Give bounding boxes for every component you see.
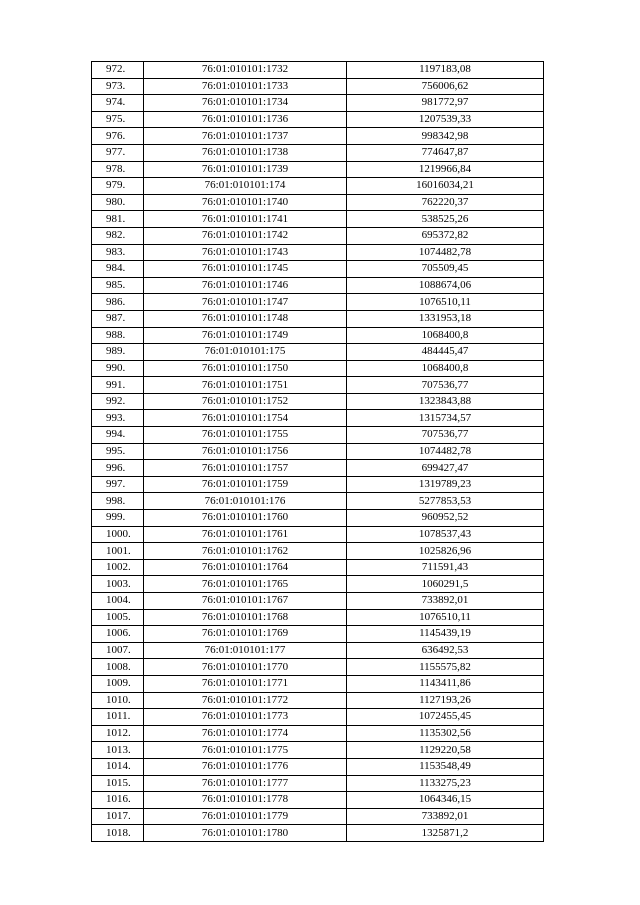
cadastral-value-cell: 1133275,23	[347, 775, 544, 792]
row-number-cell: 983.	[92, 244, 144, 261]
cadastral-number-cell: 76:01:010101:1778	[144, 792, 347, 809]
cadastral-value-cell: 1078537,43	[347, 526, 544, 543]
table-row	[92, 310, 544, 327]
table-row	[92, 642, 544, 659]
cadastral-value-cell: 484445,47	[347, 344, 544, 361]
table-row	[92, 211, 544, 228]
table-row	[92, 593, 544, 610]
cadastral-value-cell: 1088674,06	[347, 277, 544, 294]
row-number-cell: 1006.	[92, 626, 144, 643]
table-row	[92, 78, 544, 95]
cadastral-number-cell: 76:01:010101:1741	[144, 211, 347, 228]
row-number-cell: 1002.	[92, 559, 144, 576]
cadastral-value-cell: 774647,87	[347, 144, 544, 161]
cadastral-number-cell: 76:01:010101:1754	[144, 410, 347, 427]
row-number-cell: 1004.	[92, 593, 144, 610]
cadastral-value-cell: 1076510,11	[347, 609, 544, 626]
table-row	[92, 493, 544, 510]
cadastral-number-cell: 76:01:010101:1732	[144, 62, 347, 79]
cadastral-value-cell: 1135302,56	[347, 725, 544, 742]
cadastral-value-cell: 699427,47	[347, 460, 544, 477]
cadastral-number-cell: 76:01:010101:1752	[144, 393, 347, 410]
row-number-cell: 976.	[92, 128, 144, 145]
table-row	[92, 178, 544, 195]
cadastral-number-cell: 76:01:010101:1743	[144, 244, 347, 261]
row-number-cell: 994.	[92, 427, 144, 444]
table-row	[92, 244, 544, 261]
table-row	[92, 526, 544, 543]
cadastral-number-cell: 76:01:010101:1769	[144, 626, 347, 643]
cadastral-value-cell: 733892,01	[347, 593, 544, 610]
cadastral-value-cell: 998342,98	[347, 128, 544, 145]
row-number-cell: 990.	[92, 360, 144, 377]
table-row	[92, 393, 544, 410]
cadastral-number-cell: 76:01:010101:1767	[144, 593, 347, 610]
cadastral-number-cell: 76:01:010101:175	[144, 344, 347, 361]
cadastral-value-cell: 1323843,88	[347, 393, 544, 410]
cadastral-number-cell: 76:01:010101:1738	[144, 144, 347, 161]
row-number-cell: 980.	[92, 194, 144, 211]
cadastral-number-cell: 76:01:010101:1755	[144, 427, 347, 444]
cadastral-value-cell: 707536,77	[347, 377, 544, 394]
cadastral-number-cell: 76:01:010101:1773	[144, 709, 347, 726]
row-number-cell: 984.	[92, 261, 144, 278]
cadastral-number-cell: 76:01:010101:1775	[144, 742, 347, 759]
table-row	[92, 95, 544, 112]
row-number-cell: 974.	[92, 95, 144, 112]
cadastral-number-cell: 76:01:010101:1768	[144, 609, 347, 626]
row-number-cell: 1017.	[92, 808, 144, 825]
row-number-cell: 985.	[92, 277, 144, 294]
row-number-cell: 972.	[92, 62, 144, 79]
cadastral-number-cell: 76:01:010101:1765	[144, 576, 347, 593]
row-number-cell: 1011.	[92, 709, 144, 726]
table-row	[92, 792, 544, 809]
row-number-cell: 987.	[92, 310, 144, 327]
cadastral-number-cell: 76:01:010101:177	[144, 642, 347, 659]
cadastral-value-cell: 707536,77	[347, 427, 544, 444]
cadastral-number-cell: 76:01:010101:1760	[144, 510, 347, 527]
row-number-cell: 982.	[92, 227, 144, 244]
cadastral-value-cell: 5277853,53	[347, 493, 544, 510]
cadastral-value-cell: 1143411,86	[347, 675, 544, 692]
table-row	[92, 377, 544, 394]
row-number-cell: 1000.	[92, 526, 144, 543]
row-number-cell: 1016.	[92, 792, 144, 809]
table-row	[92, 559, 544, 576]
cadastral-value-cell: 1155575,82	[347, 659, 544, 676]
table-row	[92, 227, 544, 244]
row-number-cell: 996.	[92, 460, 144, 477]
row-number-cell: 1003.	[92, 576, 144, 593]
cadastral-value-cell: 1072455,45	[347, 709, 544, 726]
table-body	[92, 62, 544, 842]
table-row	[92, 410, 544, 427]
cadastral-number-cell: 76:01:010101:1780	[144, 825, 347, 842]
cadastral-value-cell: 1076510,11	[347, 294, 544, 311]
cadastral-number-cell: 76:01:010101:1761	[144, 526, 347, 543]
cadastral-value-cell: 636492,53	[347, 642, 544, 659]
row-number-cell: 1005.	[92, 609, 144, 626]
row-number-cell: 973.	[92, 78, 144, 95]
table-row	[92, 576, 544, 593]
table-row	[92, 609, 544, 626]
cadastral-value-cell: 1074482,78	[347, 244, 544, 261]
cadastral-number-cell: 76:01:010101:1746	[144, 277, 347, 294]
cadastral-value-cell: 1068400,8	[347, 360, 544, 377]
row-number-cell: 1012.	[92, 725, 144, 742]
row-number-cell: 1013.	[92, 742, 144, 759]
row-number-cell: 993.	[92, 410, 144, 427]
cadastral-value-cell: 1145439,19	[347, 626, 544, 643]
cadastral-number-cell: 76:01:010101:1751	[144, 377, 347, 394]
cadastral-value-cell: 981772,97	[347, 95, 544, 112]
cadastral-value-cell: 1074482,78	[347, 443, 544, 460]
table-row	[92, 128, 544, 145]
table-row	[92, 427, 544, 444]
cadastral-value-cell: 756006,62	[347, 78, 544, 95]
cadastral-value-cell: 1219966,84	[347, 161, 544, 178]
table-row	[92, 344, 544, 361]
table-row	[92, 460, 544, 477]
row-number-cell: 977.	[92, 144, 144, 161]
table-row	[92, 725, 544, 742]
table-row	[92, 111, 544, 128]
row-number-cell: 1007.	[92, 642, 144, 659]
cadastral-value-cell: 1319789,23	[347, 476, 544, 493]
row-number-cell: 998.	[92, 493, 144, 510]
cadastral-value-cell: 1153548,49	[347, 758, 544, 775]
cadastral-number-cell: 76:01:010101:1764	[144, 559, 347, 576]
cadastral-value-cell: 705509,45	[347, 261, 544, 278]
row-number-cell: 1009.	[92, 675, 144, 692]
table-row	[92, 543, 544, 560]
cadastral-value-cell: 1064346,15	[347, 792, 544, 809]
cadastral-number-cell: 76:01:010101:1757	[144, 460, 347, 477]
table-row	[92, 742, 544, 759]
row-number-cell: 975.	[92, 111, 144, 128]
cadastral-number-cell: 76:01:010101:1779	[144, 808, 347, 825]
table-row	[92, 709, 544, 726]
cadastral-value-cell: 1025826,96	[347, 543, 544, 560]
cadastral-number-cell: 76:01:010101:1749	[144, 327, 347, 344]
cadastral-value-cell: 1325871,2	[347, 825, 544, 842]
table-row	[92, 775, 544, 792]
cadastral-number-cell: 76:01:010101:174	[144, 178, 347, 195]
cadastral-value-cell: 1207539,33	[347, 111, 544, 128]
cadastral-value-cell: 1315734,57	[347, 410, 544, 427]
row-number-cell: 1015.	[92, 775, 144, 792]
cadastral-number-cell: 76:01:010101:1745	[144, 261, 347, 278]
cadastral-value-cell: 695372,82	[347, 227, 544, 244]
table-row	[92, 277, 544, 294]
cadastral-number-cell: 76:01:010101:176	[144, 493, 347, 510]
cadastral-value-cell: 538525,26	[347, 211, 544, 228]
row-number-cell: 991.	[92, 377, 144, 394]
cadastral-number-cell: 76:01:010101:1774	[144, 725, 347, 742]
row-number-cell: 986.	[92, 294, 144, 311]
table-row	[92, 825, 544, 842]
cadastral-number-cell: 76:01:010101:1737	[144, 128, 347, 145]
table-row	[92, 476, 544, 493]
table-row	[92, 360, 544, 377]
cadastral-value-cell: 1127193,26	[347, 692, 544, 709]
cadastral-number-cell: 76:01:010101:1742	[144, 227, 347, 244]
row-number-cell: 981.	[92, 211, 144, 228]
table-row	[92, 194, 544, 211]
table-row	[92, 144, 544, 161]
cadastral-number-cell: 76:01:010101:1740	[144, 194, 347, 211]
cadastral-value-cell: 1129220,58	[347, 742, 544, 759]
cadastral-number-cell: 76:01:010101:1759	[144, 476, 347, 493]
cadastral-value-table	[91, 61, 544, 842]
row-number-cell: 999.	[92, 510, 144, 527]
cadastral-number-cell: 76:01:010101:1770	[144, 659, 347, 676]
table-row	[92, 675, 544, 692]
table-row	[92, 294, 544, 311]
row-number-cell: 1010.	[92, 692, 144, 709]
row-number-cell: 997.	[92, 476, 144, 493]
cadastral-number-cell: 76:01:010101:1756	[144, 443, 347, 460]
cadastral-value-cell: 960952,52	[347, 510, 544, 527]
row-number-cell: 978.	[92, 161, 144, 178]
cadastral-value-cell: 762220,37	[347, 194, 544, 211]
row-number-cell: 1018.	[92, 825, 144, 842]
cadastral-number-cell: 76:01:010101:1750	[144, 360, 347, 377]
cadastral-number-cell: 76:01:010101:1772	[144, 692, 347, 709]
cadastral-value-cell: 1197183,08	[347, 62, 544, 79]
cadastral-number-cell: 76:01:010101:1776	[144, 758, 347, 775]
cadastral-number-cell: 76:01:010101:1734	[144, 95, 347, 112]
row-number-cell: 988.	[92, 327, 144, 344]
cadastral-value-cell: 711591,43	[347, 559, 544, 576]
table-row	[92, 659, 544, 676]
cadastral-number-cell: 76:01:010101:1747	[144, 294, 347, 311]
cadastral-number-cell: 76:01:010101:1748	[144, 310, 347, 327]
cadastral-value-cell: 733892,01	[347, 808, 544, 825]
row-number-cell: 979.	[92, 178, 144, 195]
table-row	[92, 510, 544, 527]
cadastral-value-cell: 1068400,8	[347, 327, 544, 344]
table-row	[92, 758, 544, 775]
row-number-cell: 1001.	[92, 543, 144, 560]
cadastral-value-cell: 1060291,5	[347, 576, 544, 593]
table-row	[92, 626, 544, 643]
table-row	[92, 62, 544, 79]
cadastral-number-cell: 76:01:010101:1736	[144, 111, 347, 128]
row-number-cell: 995.	[92, 443, 144, 460]
cadastral-number-cell: 76:01:010101:1762	[144, 543, 347, 560]
cadastral-number-cell: 76:01:010101:1771	[144, 675, 347, 692]
table-row	[92, 692, 544, 709]
cadastral-number-cell: 76:01:010101:1777	[144, 775, 347, 792]
cadastral-number-cell: 76:01:010101:1733	[144, 78, 347, 95]
cadastral-number-cell: 76:01:010101:1739	[144, 161, 347, 178]
table-row	[92, 261, 544, 278]
row-number-cell: 989.	[92, 344, 144, 361]
table-row	[92, 443, 544, 460]
row-number-cell: 1008.	[92, 659, 144, 676]
table-row	[92, 327, 544, 344]
cadastral-value-cell: 1331953,18	[347, 310, 544, 327]
row-number-cell: 992.	[92, 393, 144, 410]
row-number-cell: 1014.	[92, 758, 144, 775]
cadastral-value-cell: 16016034,21	[347, 178, 544, 195]
table-row	[92, 161, 544, 178]
table-row	[92, 808, 544, 825]
